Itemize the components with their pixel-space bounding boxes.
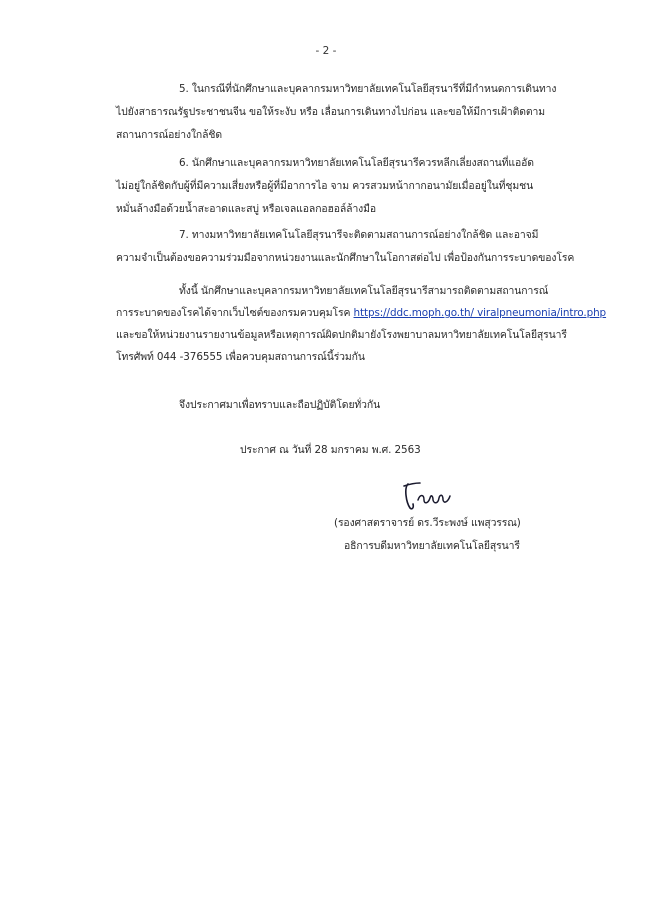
item-7-line-2: ความจำเป็นต้องขอความร่วมมือจากหน่วยงานและนักศึกษาในโอกาสต่อไป เพื่อป้องกันการระบาดของโรค bbox=[116, 252, 575, 264]
item-6-line-2: ไม่อยู่ใกล้ชิดกับผู้ที่มีความเสี่ยงหรือผู้ที่มีอาการไอ จาม ควรสวมหน้ากากอนามัยเมื่ออยู่ในที่ชุมชน bbox=[116, 180, 534, 192]
summary-line-2 bbox=[116, 306, 606, 320]
item-6-line-1: 6. นักศึกษาและบุคลากรมหาวิทยาลัยเทคโนโลยีสุรนารีควรหลีกเลี่ยงสถานที่แออัด bbox=[179, 157, 534, 169]
item-5-line-2: ไปยังสาธารณรัฐประชาชนจีน ขอให้ระงับ หรือ เลื่อนการเดินทางไปก่อน และขอให้มีการเฝ้าติดตาม bbox=[116, 106, 545, 118]
item-7-line-1: 7. ทางมหาวิทยาลัยเทคโนโลยีสุรนารีจะติดตามสถานการณ์อย่างใกล้ชิด และอาจมี bbox=[179, 229, 539, 241]
summary-line-3: และขอให้หน่วยงานรายงานข้อมูลหรือเหตุการณ์ผิดปกติมายังโรงพยาบาลมหาวิทยาลัยเทคโนโลยีสุรนารี bbox=[116, 329, 567, 341]
page-number: - 2 - bbox=[315, 45, 337, 57]
handwritten-signature bbox=[400, 478, 462, 512]
summary-line-1: ทั้งนี้ นักศึกษาและบุคลากรมหาวิทยาลัยเทคโนโลยีสุรนารีสามารถติดตามสถานการณ์ bbox=[179, 285, 549, 297]
signatory-title: อธิการบดีมหาวิทยาลัยเทคโนโลยีสุรนารี bbox=[344, 540, 520, 552]
announcement-date: ประกาศ ณ วันที่ 28 มกราคม พ.ศ. 2563 bbox=[240, 444, 421, 456]
item-5-line-3: สถานการณ์อย่างใกล้ชิด bbox=[116, 129, 222, 141]
item-6-line-3: หมั่นล้างมือด้วยน้ำสะอาดและสบู่ หรือเจลแอลกอฮอล์ล้างมือ bbox=[116, 203, 377, 215]
closing-statement: จึงประกาศมาเพื่อทราบและถือปฏิบัติโดยทั่วกัน bbox=[179, 399, 381, 411]
summary-line-4: โทรศัพท์ 044 -376555 เพื่อควบคุมสถานการณ์นี้ร่วมกัน bbox=[116, 351, 365, 363]
summary-line-2-text: การระบาดของโรคได้จากเว็บไซต์ของกรมควบคุมโรค bbox=[116, 307, 354, 319]
signatory-name: (รองศาสตราจารย์ ดร.วีระพงษ์ แพสุวรรณ) bbox=[334, 517, 521, 529]
ddc-website-link[interactable]: https://ddc.moph.go.th/ viralpneumonia/intro.php bbox=[353, 307, 607, 319]
item-5-line-1: 5. ในกรณีที่นักศึกษาและบุคลากรมหาวิทยาลัยเทคโนโลยีสุรนารีที่มีกำหนดการเดินทาง bbox=[179, 83, 557, 95]
